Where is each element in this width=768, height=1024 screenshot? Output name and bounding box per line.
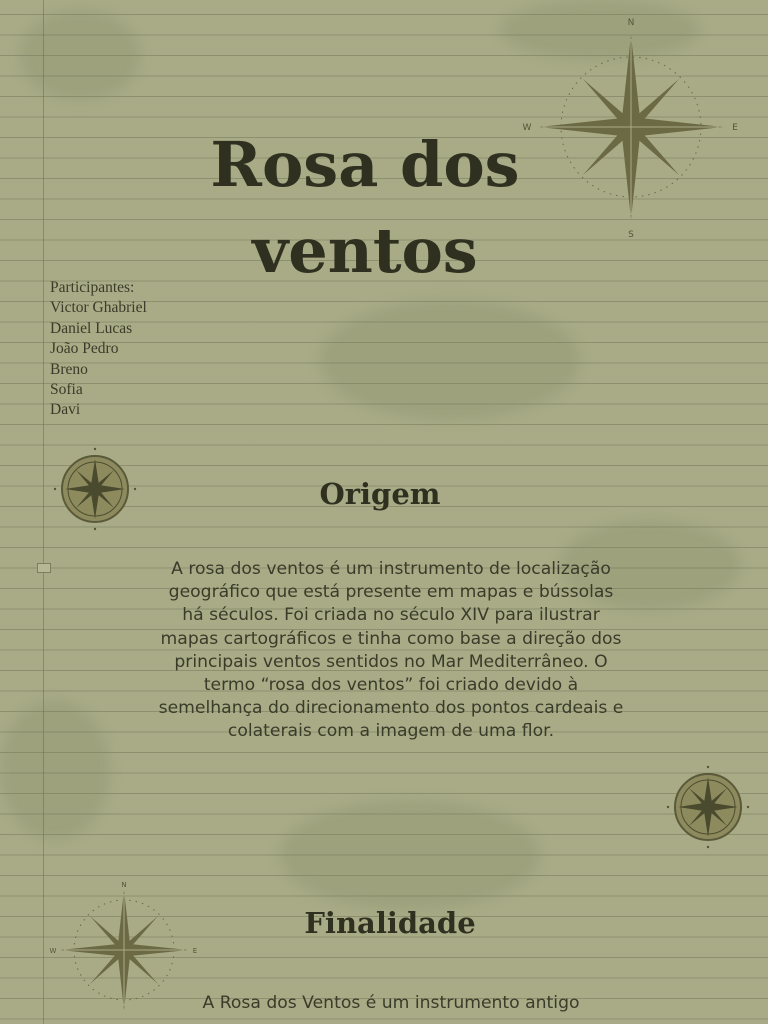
participant-name: Victor Ghabriel bbox=[50, 299, 147, 317]
title-line-1: Rosa dos bbox=[210, 128, 520, 201]
map-texture bbox=[280, 800, 540, 910]
map-texture bbox=[20, 10, 140, 100]
participant-name: Daniel Lucas bbox=[50, 319, 133, 337]
compass-highlight bbox=[543, 39, 719, 215]
compass-highlight bbox=[64, 894, 184, 1006]
participant-name: Breno bbox=[50, 360, 88, 378]
section-heading-origem: Origem bbox=[319, 477, 441, 511]
participants-label: Participantes: bbox=[50, 279, 135, 296]
compass-medallion-icon bbox=[52, 444, 138, 534]
compass-east-label: E bbox=[732, 123, 738, 133]
compass-north-label: N bbox=[121, 881, 127, 889]
compass-north-label: N bbox=[627, 18, 635, 28]
margin-marker bbox=[37, 563, 51, 573]
participants-list bbox=[50, 278, 147, 421]
section-text-origem: A rosa dos ventos é um instrumento de localização geográfico que está presente em mapas e bússolas há séculos. Foi criada no século XIV para ilustrar mapas cartográficos e tinha como base a direção dos principais ventos sentidos no Mar Mediterrâneo. O termo “rosa dos ventos” foi criado devido à semelhança do direcionamento dos pontos cardeais e colaterais com a imagem de uma flor. bbox=[158, 559, 624, 742]
compass-medallion-icon bbox=[665, 762, 751, 852]
section-heading-finalidade: Finalidade bbox=[304, 906, 476, 940]
page-title bbox=[150, 122, 580, 294]
title-line-2: ventos bbox=[252, 214, 478, 287]
section-text-finalidade: A Rosa dos Ventos é um instrumento antigo bbox=[202, 993, 580, 1013]
compass-rose-icon bbox=[520, 14, 742, 240]
notebook-margin-line bbox=[43, 0, 44, 1024]
map-texture bbox=[0, 700, 110, 840]
compass-east-label: E bbox=[192, 947, 198, 955]
compass-south-label: S bbox=[628, 230, 634, 240]
participant-name: João Pedro bbox=[50, 340, 119, 358]
compass-west-label: W bbox=[522, 123, 532, 133]
compass-west-label: W bbox=[49, 947, 57, 955]
participant-name: Davi bbox=[50, 401, 81, 419]
participant-name: Sofia bbox=[50, 381, 83, 399]
map-texture bbox=[320, 300, 580, 420]
